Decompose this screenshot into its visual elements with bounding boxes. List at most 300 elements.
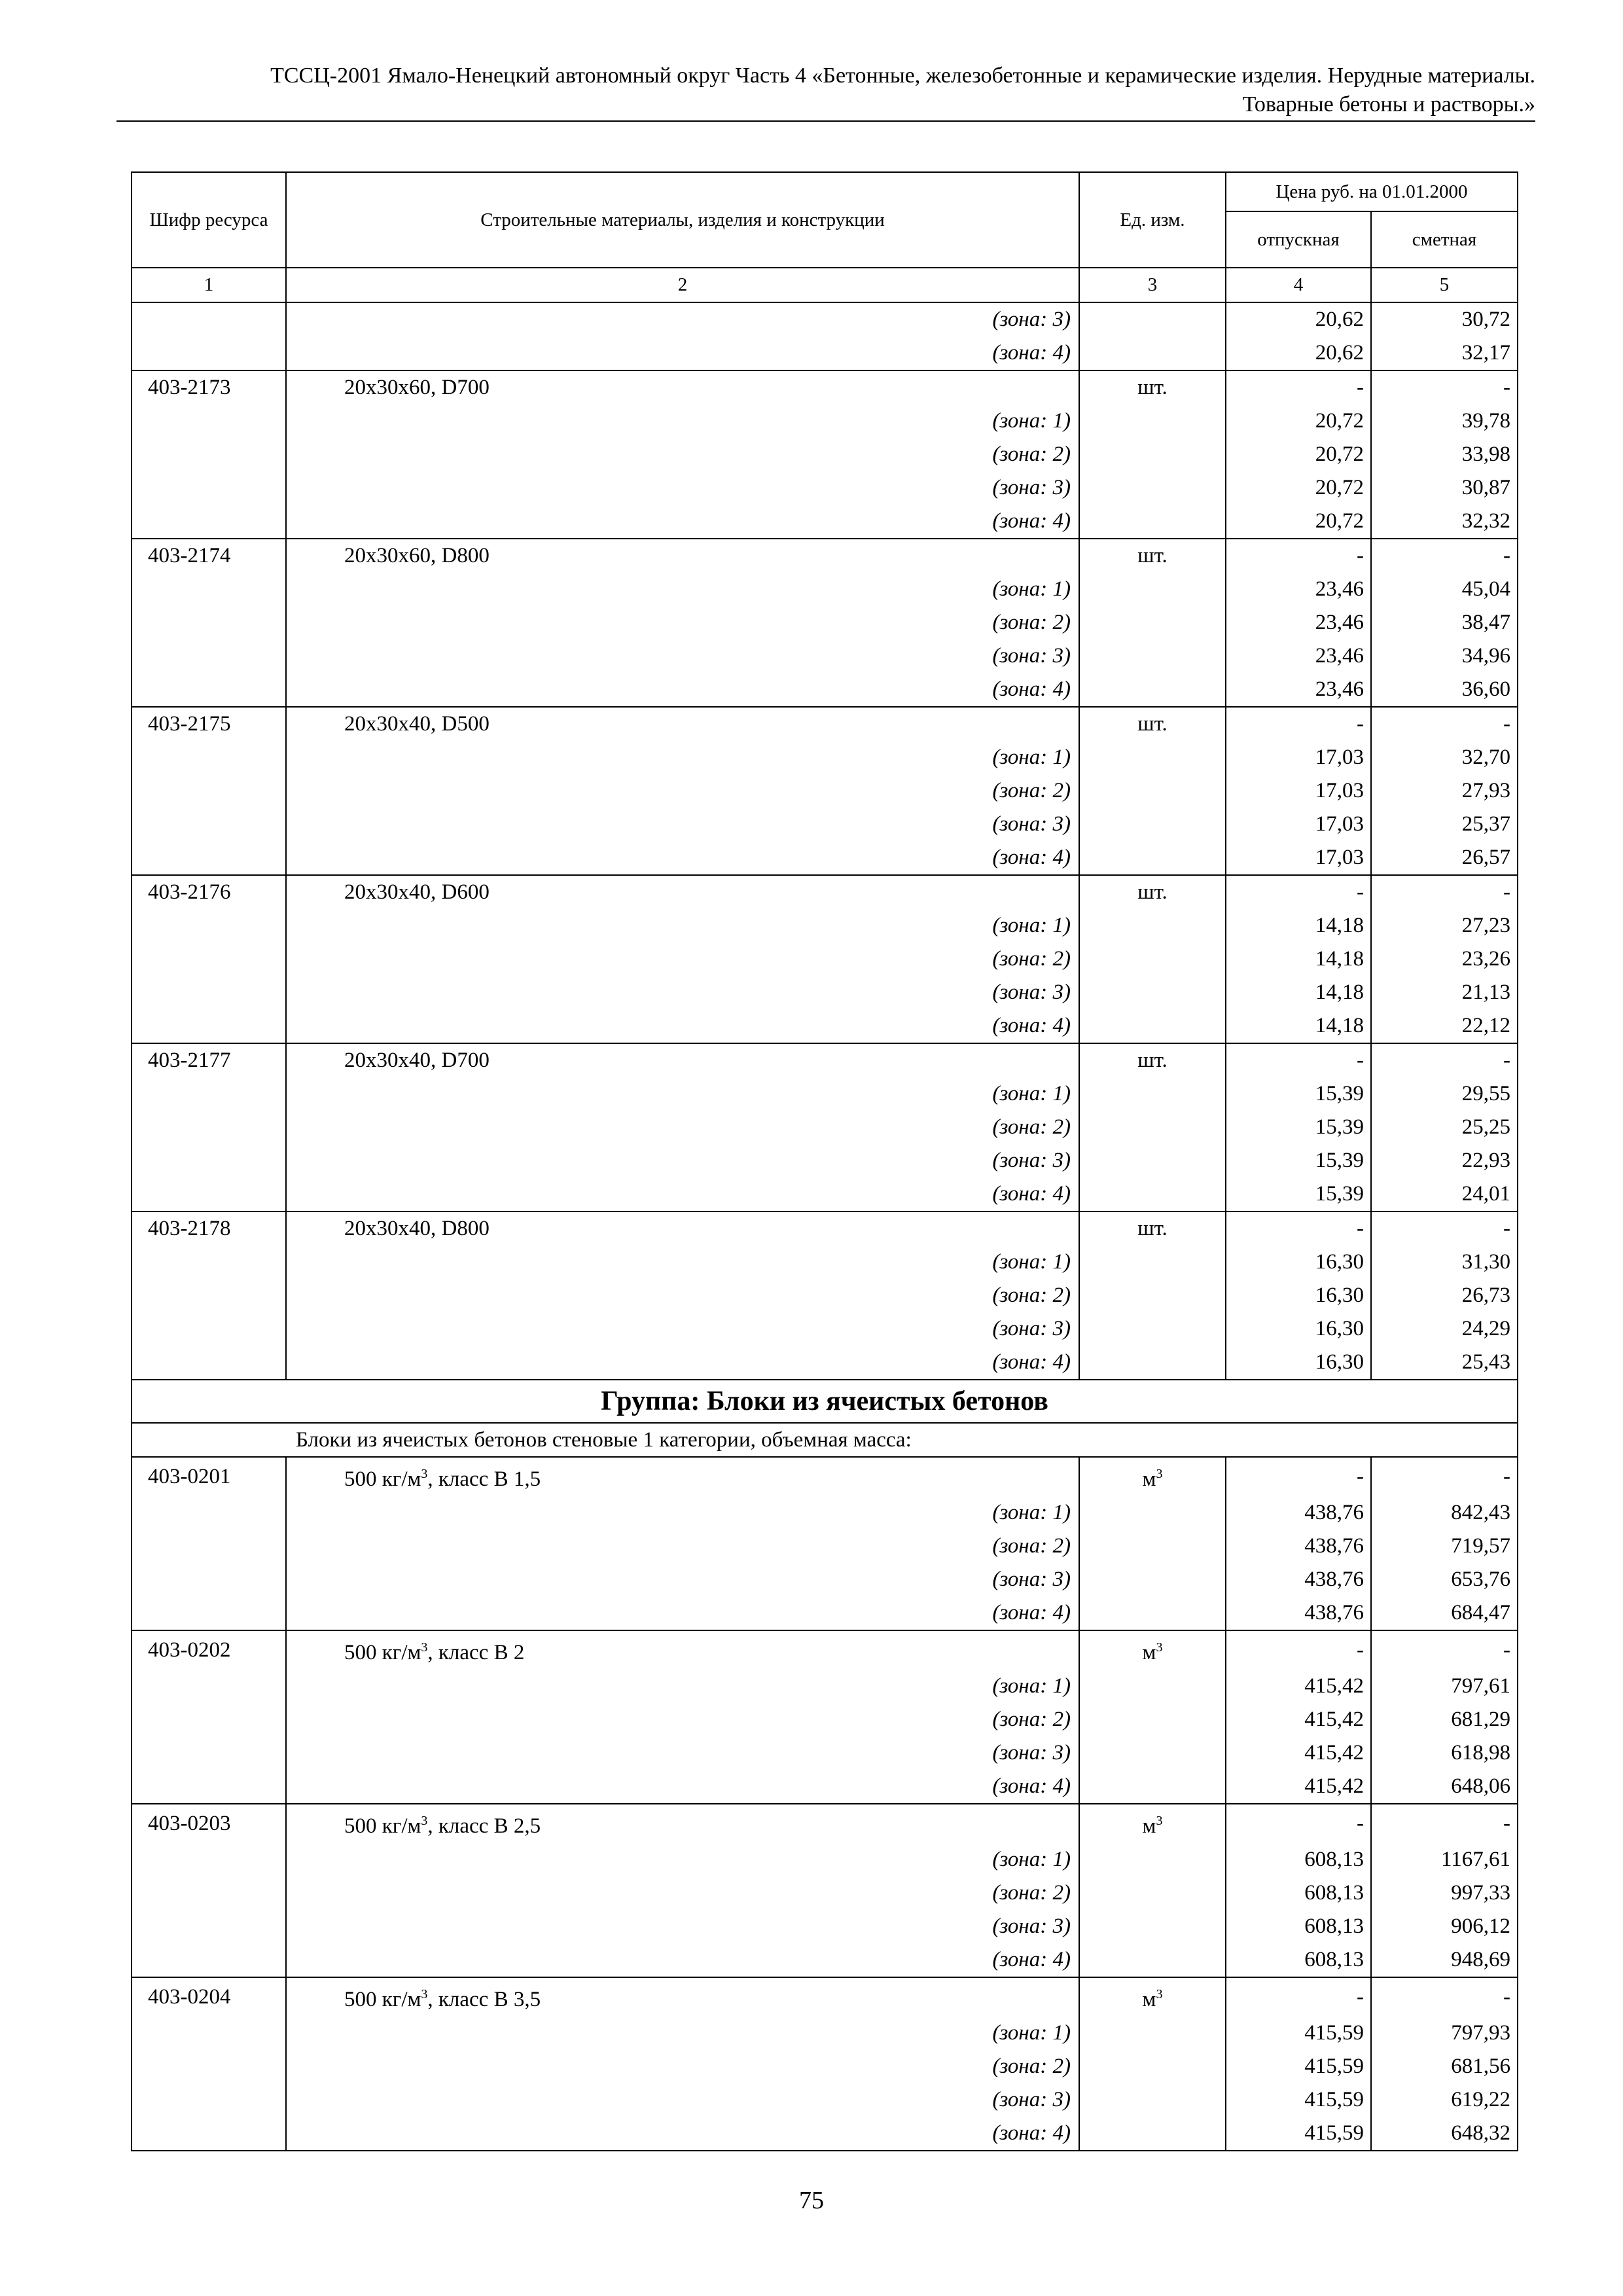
release-price: 14,18	[1226, 976, 1371, 1009]
zone-row	[132, 2050, 1518, 2083]
empty-unit-cell	[1079, 2017, 1226, 2050]
empty-unit-cell	[1079, 1009, 1226, 1043]
zone-label: (зона: 4)	[286, 1770, 1079, 1804]
estimate-price: 25,37	[1371, 808, 1518, 841]
empty-code-cell	[132, 976, 286, 1009]
release-price: 17,03	[1226, 808, 1371, 841]
zone-row	[132, 1530, 1518, 1563]
estimate-price: 619,22	[1371, 2083, 1518, 2117]
empty-code-cell	[132, 741, 286, 774]
zone-row	[132, 1246, 1518, 1279]
page-header	[116, 62, 1535, 119]
release-price: 15,39	[1226, 1177, 1371, 1211]
empty-code-cell	[132, 673, 286, 707]
release-price: 438,76	[1226, 1496, 1371, 1530]
col-number: 4	[1226, 268, 1371, 302]
superscript: 3	[1156, 1640, 1163, 1655]
release-price: 20,72	[1226, 438, 1371, 471]
zone-label: (зона: 4)	[286, 505, 1079, 539]
empty-unit-cell	[1079, 404, 1226, 438]
empty-unit-cell	[1079, 471, 1226, 505]
estimate-price: 25,43	[1371, 1346, 1518, 1380]
unit-cell: шт.	[1079, 1043, 1226, 1077]
empty-code-cell	[132, 1009, 286, 1043]
zone-label: (зона: 1)	[286, 2017, 1079, 2050]
material-name: 20х30х40, D800	[286, 1211, 1079, 1246]
estimate-price: 21,13	[1371, 976, 1518, 1009]
zone-label: (зона: 2)	[286, 1530, 1079, 1563]
resource-code: 403-2175	[132, 707, 286, 741]
release-price: -	[1226, 1977, 1371, 2017]
zone-label: (зона: 3)	[286, 1736, 1079, 1770]
empty-code-cell	[132, 1563, 286, 1596]
resource-code: 403-0201	[132, 1457, 286, 1496]
zone-label: (зона: 3)	[286, 808, 1079, 841]
empty-unit-cell	[1079, 1736, 1226, 1770]
empty-unit-cell	[1079, 976, 1226, 1009]
zone-label: (зона: 2)	[286, 438, 1079, 471]
empty-unit-cell	[1079, 1346, 1226, 1380]
superscript: 3	[421, 1467, 428, 1481]
release-price: 20,72	[1226, 404, 1371, 438]
estimate-price: 842,43	[1371, 1496, 1518, 1530]
estimate-price: 45,04	[1371, 573, 1518, 606]
zone-label: (зона: 3)	[286, 302, 1079, 336]
superscript: 3	[1156, 1467, 1163, 1481]
resource-code: 403-0202	[132, 1630, 286, 1670]
text-part: м	[1142, 1988, 1156, 2011]
estimate-price: 797,61	[1371, 1670, 1518, 1703]
empty-unit-cell	[1079, 1246, 1226, 1279]
zone-label: (зона: 1)	[286, 404, 1079, 438]
estimate-price: 797,93	[1371, 2017, 1518, 2050]
col-number: 3	[1079, 268, 1226, 302]
zone-row	[132, 1111, 1518, 1144]
zone-label: (зона: 3)	[286, 976, 1079, 1009]
estimate-price: -	[1371, 1211, 1518, 1246]
superscript: 3	[421, 1814, 428, 1828]
release-price: -	[1226, 1211, 1371, 1246]
table-row	[132, 875, 1518, 909]
resource-code: 403-2174	[132, 539, 286, 573]
empty-code-cell	[132, 808, 286, 841]
empty-unit-cell	[1079, 673, 1226, 707]
estimate-price: 719,57	[1371, 1530, 1518, 1563]
material-name: 20х30х60, D800	[286, 539, 1079, 573]
zone-row	[132, 2083, 1518, 2117]
release-price: -	[1226, 875, 1371, 909]
zone-row	[132, 438, 1518, 471]
zone-label: (зона: 2)	[286, 774, 1079, 808]
zone-row	[132, 1876, 1518, 1910]
empty-unit-cell	[1079, 1111, 1226, 1144]
empty-unit-cell	[1079, 1943, 1226, 1977]
zone-label: (зона: 3)	[286, 639, 1079, 673]
estimate-price: 24,29	[1371, 1312, 1518, 1346]
estimate-price: 618,98	[1371, 1736, 1518, 1770]
release-price: 608,13	[1226, 1843, 1371, 1876]
empty-code-cell	[132, 1346, 286, 1380]
empty-code-cell	[132, 1596, 286, 1630]
empty-code-cell	[132, 471, 286, 505]
empty-unit-cell	[1079, 909, 1226, 942]
estimate-price: 648,06	[1371, 1770, 1518, 1804]
zone-label: (зона: 4)	[286, 1009, 1079, 1043]
empty-code-cell	[132, 2083, 286, 2117]
superscript: 3	[421, 1640, 428, 1655]
release-price: -	[1226, 539, 1371, 573]
empty-unit-cell	[1079, 573, 1226, 606]
release-price: 20,62	[1226, 336, 1371, 370]
empty-code-cell	[132, 438, 286, 471]
estimate-price: 33,98	[1371, 438, 1518, 471]
empty-code-cell	[132, 1910, 286, 1943]
estimate-price: 26,57	[1371, 841, 1518, 875]
release-price: 608,13	[1226, 1876, 1371, 1910]
estimate-price: -	[1371, 1977, 1518, 2017]
material-name	[286, 1457, 1079, 1496]
empty-code-cell	[132, 1703, 286, 1736]
zone-label: (зона: 3)	[286, 1144, 1079, 1177]
zone-row	[132, 1144, 1518, 1177]
zone-label: (зона: 4)	[286, 1346, 1079, 1380]
empty-unit-cell	[1079, 1770, 1226, 1804]
estimate-price: 648,32	[1371, 2117, 1518, 2151]
col-header-materials: Строительные материалы, изделия и конструкции	[286, 172, 1079, 268]
resource-code: 403-2178	[132, 1211, 286, 1246]
zone-row	[132, 1496, 1518, 1530]
release-price: 415,42	[1226, 1736, 1371, 1770]
col-header-release: отпускная	[1226, 211, 1371, 268]
empty-unit-cell	[1079, 336, 1226, 370]
release-price: 415,42	[1226, 1770, 1371, 1804]
empty-unit-cell	[1079, 505, 1226, 539]
zone-label: (зона: 1)	[286, 1496, 1079, 1530]
empty-code-cell	[132, 1144, 286, 1177]
col-number: 1	[132, 268, 286, 302]
estimate-price: 31,30	[1371, 1246, 1518, 1279]
empty-unit-cell	[1079, 1279, 1226, 1312]
unit-cell: шт.	[1079, 1211, 1226, 1246]
estimate-price: 684,47	[1371, 1596, 1518, 1630]
header-line-2: Товарные бетоны и растворы.»	[1242, 92, 1535, 117]
empty-code-cell	[132, 2050, 286, 2083]
empty-code-cell	[132, 1843, 286, 1876]
zone-label: (зона: 4)	[286, 2117, 1079, 2151]
unit-cell: шт.	[1079, 707, 1226, 741]
zone-row	[132, 673, 1518, 707]
zone-row	[132, 1910, 1518, 1943]
header-rule	[116, 120, 1535, 122]
release-price: -	[1226, 1457, 1371, 1496]
unit-cell: шт.	[1079, 539, 1226, 573]
empty-unit-cell	[1079, 1496, 1226, 1530]
estimate-price: -	[1371, 370, 1518, 404]
material-name: 20х30х60, D700	[286, 370, 1079, 404]
release-price: 20,72	[1226, 471, 1371, 505]
text-part: 500 кг/м	[344, 1814, 421, 1838]
material-name: 20х30х40, D700	[286, 1043, 1079, 1077]
zone-label: (зона: 3)	[286, 1563, 1079, 1596]
empty-code-cell	[132, 2017, 286, 2050]
release-price: 20,62	[1226, 302, 1371, 336]
estimate-price: -	[1371, 1043, 1518, 1077]
empty-code-cell	[132, 1111, 286, 1144]
zone-row	[132, 1563, 1518, 1596]
empty-unit-cell	[1079, 808, 1226, 841]
text-part: 500 кг/м	[344, 1988, 421, 2011]
estimate-price: -	[1371, 1804, 1518, 1843]
empty-code-cell	[132, 1770, 286, 1804]
resource-code: 403-0204	[132, 1977, 286, 2017]
release-price: 16,30	[1226, 1246, 1371, 1279]
col-number: 5	[1371, 268, 1518, 302]
resource-code: 403-2176	[132, 875, 286, 909]
estimate-price: 36,60	[1371, 673, 1518, 707]
text-part: , класс B 2,5	[427, 1814, 541, 1838]
release-price: 438,76	[1226, 1530, 1371, 1563]
release-price: 16,30	[1226, 1346, 1371, 1380]
empty-unit-cell	[1079, 1843, 1226, 1876]
unit-cell	[1079, 1977, 1226, 2017]
empty-code-cell	[132, 1312, 286, 1346]
empty-code-cell	[132, 1279, 286, 1312]
estimate-price: 38,47	[1371, 606, 1518, 639]
material-name	[286, 1804, 1079, 1843]
zone-row	[132, 1770, 1518, 1804]
zone-row	[132, 336, 1518, 370]
zone-label: (зона: 3)	[286, 1910, 1079, 1943]
release-price: -	[1226, 1043, 1371, 1077]
estimate-price: 30,87	[1371, 471, 1518, 505]
superscript: 3	[421, 1987, 428, 2001]
empty-code-cell	[132, 909, 286, 942]
zone-label: (зона: 2)	[286, 1111, 1079, 1144]
table-row	[132, 1211, 1518, 1246]
zone-row	[132, 471, 1518, 505]
release-price: 17,03	[1226, 774, 1371, 808]
empty-unit-cell	[1079, 1910, 1226, 1943]
empty-code-cell	[132, 1670, 286, 1703]
estimate-price: -	[1371, 707, 1518, 741]
estimate-price: 39,78	[1371, 404, 1518, 438]
zone-label: (зона: 4)	[286, 1177, 1079, 1211]
material-name	[286, 1977, 1079, 2017]
table-row	[132, 539, 1518, 573]
text-part: 500 кг/м	[344, 1467, 421, 1491]
group-title: Группа: Блоки из ячеистых бетонов	[132, 1380, 1518, 1423]
zone-row	[132, 774, 1518, 808]
zone-row	[132, 1843, 1518, 1876]
col-header-estimate: сметная	[1371, 211, 1518, 268]
zone-row	[132, 808, 1518, 841]
zone-row	[132, 1703, 1518, 1736]
empty-code-cell	[132, 841, 286, 875]
release-price: 14,18	[1226, 942, 1371, 976]
zone-row	[132, 1943, 1518, 1977]
estimate-price: 26,73	[1371, 1279, 1518, 1312]
release-price: 438,76	[1226, 1596, 1371, 1630]
zone-label: (зона: 1)	[286, 1246, 1079, 1279]
empty-code-cell	[132, 505, 286, 539]
estimate-price: 906,12	[1371, 1910, 1518, 1943]
zone-label: (зона: 2)	[286, 1703, 1079, 1736]
empty-unit-cell	[1079, 302, 1226, 336]
unit-cell: шт.	[1079, 875, 1226, 909]
zone-row	[132, 302, 1518, 336]
estimate-price: 32,70	[1371, 741, 1518, 774]
unit-cell	[1079, 1457, 1226, 1496]
table-row	[132, 1457, 1518, 1496]
material-name: 20х30х40, D500	[286, 707, 1079, 741]
zone-label: (зона: 4)	[286, 841, 1079, 875]
empty-unit-cell	[1079, 741, 1226, 774]
release-price: 15,39	[1226, 1144, 1371, 1177]
empty-unit-cell	[1079, 1312, 1226, 1346]
empty-unit-cell	[1079, 2083, 1226, 2117]
empty-unit-cell	[1079, 841, 1226, 875]
empty-code-cell	[132, 1177, 286, 1211]
unit-cell: шт.	[1079, 370, 1226, 404]
empty-unit-cell	[1079, 1177, 1226, 1211]
release-price: -	[1226, 1804, 1371, 1843]
superscript: 3	[1156, 1987, 1163, 2001]
zone-label: (зона: 2)	[286, 942, 1079, 976]
empty-code-cell	[132, 336, 286, 370]
release-price: 415,59	[1226, 2083, 1371, 2117]
zone-row	[132, 741, 1518, 774]
material-name: 20х30х40, D600	[286, 875, 1079, 909]
release-price: 16,30	[1226, 1312, 1371, 1346]
estimate-price: 32,32	[1371, 505, 1518, 539]
text-part: м	[1142, 1467, 1156, 1491]
resource-code: 403-2177	[132, 1043, 286, 1077]
empty-unit-cell	[1079, 942, 1226, 976]
group-row	[132, 1380, 1518, 1423]
empty-unit-cell	[1079, 1077, 1226, 1111]
zone-row	[132, 976, 1518, 1009]
empty-code-cell	[132, 573, 286, 606]
table-row	[132, 370, 1518, 404]
text-part: 500 кг/м	[344, 1641, 421, 1664]
estimate-price: 30,72	[1371, 302, 1518, 336]
text-part: м	[1142, 1814, 1156, 1838]
zone-row	[132, 505, 1518, 539]
release-price: 415,59	[1226, 2050, 1371, 2083]
estimate-price: 27,93	[1371, 774, 1518, 808]
estimate-price: 27,23	[1371, 909, 1518, 942]
release-price: 438,76	[1226, 1563, 1371, 1596]
table-body	[132, 302, 1518, 2151]
zone-row	[132, 942, 1518, 976]
zone-row	[132, 1670, 1518, 1703]
estimate-price: -	[1371, 1630, 1518, 1670]
estimate-price: 653,76	[1371, 1563, 1518, 1596]
empty-unit-cell	[1079, 1596, 1226, 1630]
release-price: -	[1226, 707, 1371, 741]
zone-label: (зона: 1)	[286, 741, 1079, 774]
zone-row	[132, 2117, 1518, 2151]
table-row	[132, 1804, 1518, 1843]
zone-label: (зона: 3)	[286, 471, 1079, 505]
zone-label: (зона: 2)	[286, 1876, 1079, 1910]
zone-row	[132, 404, 1518, 438]
release-price: 23,46	[1226, 573, 1371, 606]
resource-code: 403-2173	[132, 370, 286, 404]
text-part: м	[1142, 1641, 1156, 1664]
empty-code-cell	[132, 1077, 286, 1111]
zone-row	[132, 1312, 1518, 1346]
estimate-price: 681,29	[1371, 1703, 1518, 1736]
estimate-price: 29,55	[1371, 1077, 1518, 1111]
text-part: , класс B 1,5	[427, 1467, 541, 1491]
empty-code-cell	[132, 404, 286, 438]
empty-code-cell	[132, 302, 286, 336]
release-price: -	[1226, 370, 1371, 404]
zone-label: (зона: 4)	[286, 1596, 1079, 1630]
zone-row	[132, 909, 1518, 942]
release-price: 14,18	[1226, 909, 1371, 942]
empty-unit-cell	[1079, 1530, 1226, 1563]
release-price: 20,72	[1226, 505, 1371, 539]
zone-label: (зона: 1)	[286, 573, 1079, 606]
release-price: 415,59	[1226, 2117, 1371, 2151]
zone-row	[132, 639, 1518, 673]
price-table	[131, 171, 1518, 2151]
text-part: , класс B 2	[427, 1641, 525, 1664]
release-price: 15,39	[1226, 1111, 1371, 1144]
zone-row	[132, 1736, 1518, 1770]
release-price: 23,46	[1226, 673, 1371, 707]
empty-code-cell	[132, 1736, 286, 1770]
empty-unit-cell	[1079, 2050, 1226, 2083]
release-price: 415,42	[1226, 1703, 1371, 1736]
estimate-price: 25,25	[1371, 1111, 1518, 1144]
empty-code-cell	[132, 639, 286, 673]
estimate-price: 22,93	[1371, 1144, 1518, 1177]
empty-code-cell	[132, 1496, 286, 1530]
release-price: 608,13	[1226, 1943, 1371, 1977]
empty-code-cell	[132, 1246, 286, 1279]
estimate-price: 32,17	[1371, 336, 1518, 370]
zone-row	[132, 2017, 1518, 2050]
release-price: 415,59	[1226, 2017, 1371, 2050]
empty-unit-cell	[1079, 438, 1226, 471]
zone-row	[132, 1346, 1518, 1380]
release-price: 415,42	[1226, 1670, 1371, 1703]
zone-label: (зона: 2)	[286, 1279, 1079, 1312]
estimate-price: -	[1371, 539, 1518, 573]
zone-label: (зона: 2)	[286, 606, 1079, 639]
page-number: 75	[799, 2187, 824, 2214]
empty-unit-cell	[1079, 774, 1226, 808]
zone-label: (зона: 4)	[286, 673, 1079, 707]
estimate-price: -	[1371, 875, 1518, 909]
subgroup-row	[132, 1423, 1518, 1457]
zone-row	[132, 841, 1518, 875]
empty-code-cell	[132, 1876, 286, 1910]
estimate-price: 22,12	[1371, 1009, 1518, 1043]
release-price: 23,46	[1226, 639, 1371, 673]
zone-label: (зона: 3)	[286, 1312, 1079, 1346]
col-number: 2	[286, 268, 1079, 302]
empty-unit-cell	[1079, 1703, 1226, 1736]
estimate-price: 23,26	[1371, 942, 1518, 976]
col-header-price: Цена руб. на 01.01.2000	[1226, 172, 1518, 211]
resource-code: 403-0203	[132, 1804, 286, 1843]
release-price: 17,03	[1226, 741, 1371, 774]
zone-row	[132, 1009, 1518, 1043]
